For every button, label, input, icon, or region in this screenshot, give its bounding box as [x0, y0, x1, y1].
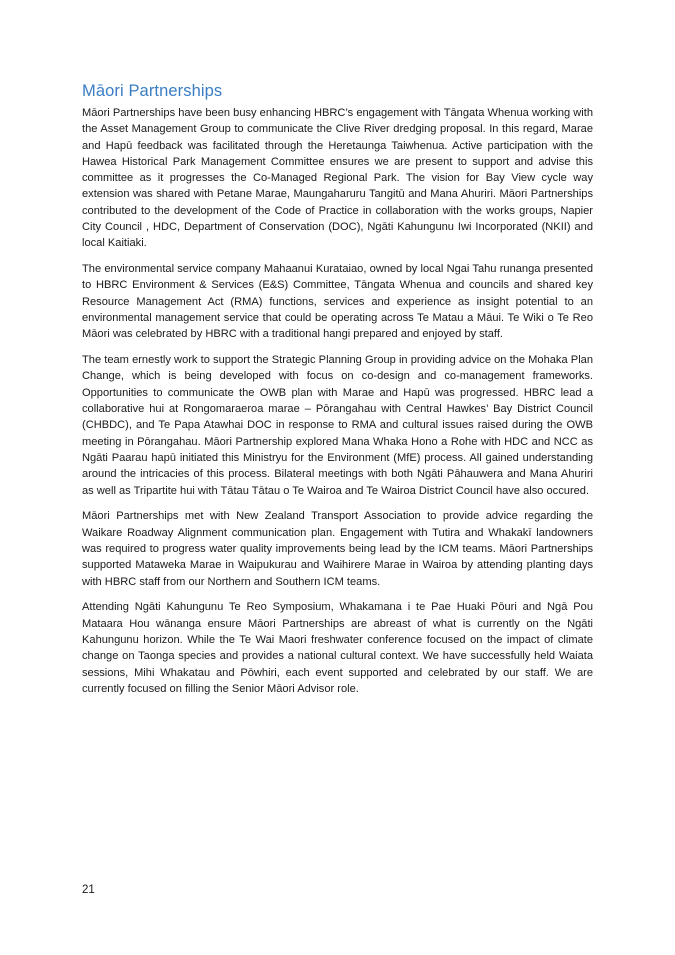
paragraph-3: The team ernestly work to support the Strategic Planning Group in providing advice on the Mohaka Plan Change, which is being developed with focus on co-design and co-management frameworks. Opportunities to communicate the OWB plan with Marae and Hapū was progressed. HBRC lead a collaborative hui at Rongomaraeroa marae – Pōrangahau with Central Hawkes’ Bay District Council (CHBDC), and Te Papa Atawhai DOC in response to RMA and cultural issues raised during the OWB meeting in Pōrangahau. Māori Partnership explored Mana Whaka Hono a Rohe with HDC and NCC as Ngāti Paarau hapū initiated this Ministryu for the Environment (MfE) process. All gained understanding around the intricacies of this process. Bilateral meetings with both Ngāti Pāhauwera and Mana Ahuriri as well as Tripartite hui with Tātau Tātau o Te Wairoa and Te Wairoa District Council have also occured. — [82, 354, 593, 497]
section-heading: Māori Partnerships — [82, 82, 223, 100]
paragraph-4: Māori Partnerships met with New Zealand Transport Association to provide advice regarding the Waikare Roadway Alignment communication plan. Engagement with Tutira and Whakakī landowners was required to progress water quality improvements being lead by the ICM teams. Māori Partnerships supported Mataweka Marae in Waipukurau and Waihirere Marae in Wairoa by attending planting days with HBRC staff from our Northern and Southern ICM teams. — [82, 510, 593, 588]
paragraph-2: The environmental service company Mahaanui Kurataiao, owned by local Ngai Tahu runanga presented to HBRC Environment & Services (E&S) Committee, Tāngata Whenua and councils and shared key Resource Management Act (RMA) functions, services and experience as insight potential to an environmental management service that could be operating across Te Matau a Māui. Te Wiki o Te Reo Māori was celebrated by HBRC with a traditional hangi prepared and enjoyed by staff. — [82, 263, 593, 341]
paragraph-1: Māori Partnerships have been busy enhancing HBRC’s engagement with Tāngata Whenua working with the Asset Management Group to communicate the Clive River dredging proposal. In this regard, Marae and Hapū feedback was facilitated through the Heretaunga Taiwhenua. Active participation with the Hawea Historical Park Management Committee ensures we are present to support and advise this committee as it progresses the Co-Managed Regional Park. The vision for Bay View cycle way extension was shared with Petane Marae, Maungaharuru Tangitū and Mana Ahuriri. Māori Partnerships contributed to the development of the Code of Practice in collaboration with the works groups, Napier City Council , HDC, Department of Conservation (DOC), Ngāti Kahungunu Iwi Incorporated (NKII) and local Kaitiaki. — [82, 107, 593, 250]
body-text — [82, 105, 593, 707]
paragraph-5: Attending Ngāti Kahungunu Te Reo Symposium, Whakamana i te Pae Huaki Pōuri and Ngā Pou Mataara Hou wānanga ensure Māori Partnerships are abreast of what is currently on the Ngāti Kahungunu horizon. While the Te Wai Maori freshwater conference focused on the impact of climate change on Taonga species and provides a national cultural context. We have successfully held Waiata sessions, Mihi Whakatau and Pōwhiri, each event supported and celebrated by our staff. We are currently focused on filling the Senior Māori Advisor role. — [82, 601, 593, 695]
page-number: 21 — [82, 884, 95, 896]
